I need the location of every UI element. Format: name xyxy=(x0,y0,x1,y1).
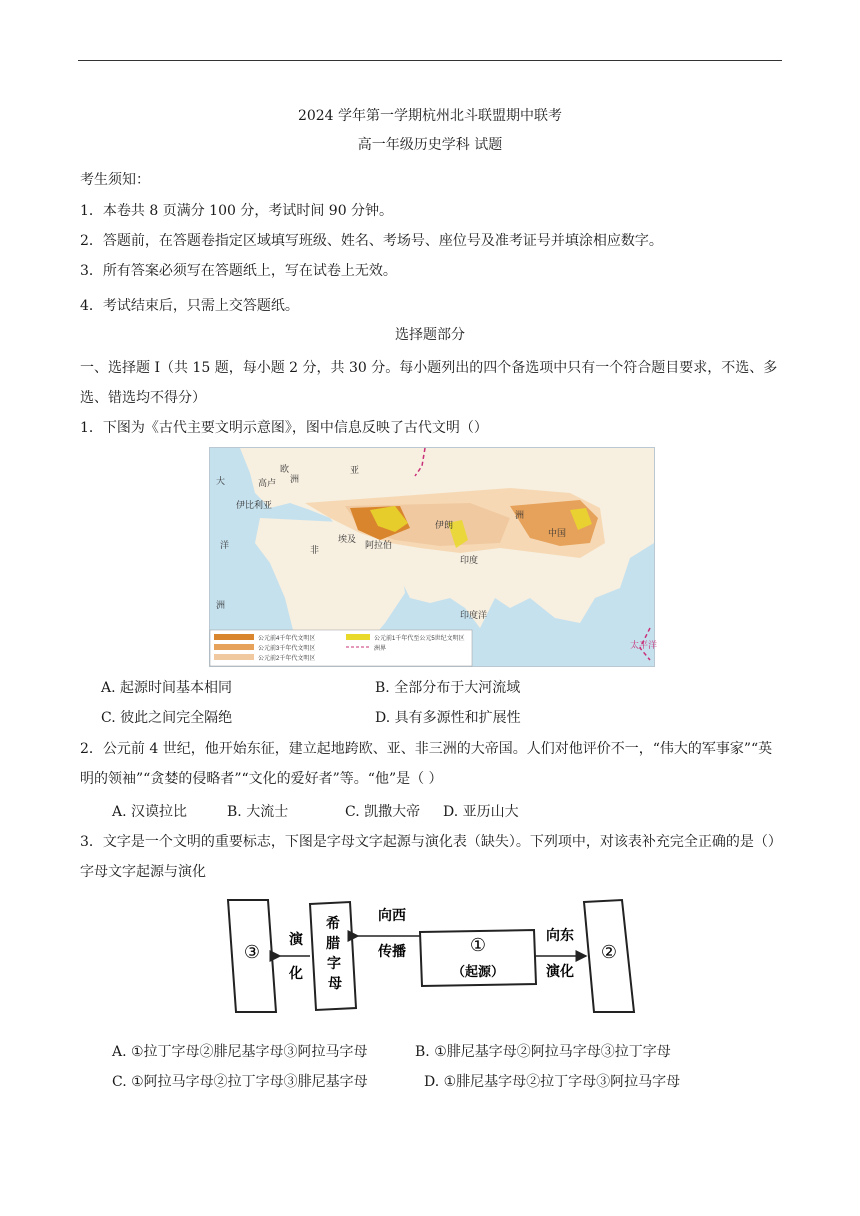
q3-option-a: A. ①拉丁字母②腓尼基字母③阿拉马字母 xyxy=(112,1044,368,1060)
exam-title: 2024 学年第一学期杭州北斗联盟期中联考 xyxy=(297,108,563,124)
map-label-china: 中国 xyxy=(548,528,567,538)
q3-option-d: D. ①腓尼基字母②拉丁字母③阿拉马字母 xyxy=(424,1074,681,1090)
map-label-gaul: 高卢 xyxy=(258,478,277,488)
map-legend-swatch-1 xyxy=(214,634,254,640)
map-legend-label-5: 洲界 xyxy=(374,646,387,652)
map-legend-swatch-4 xyxy=(346,634,370,640)
map-label-asia: 亚 xyxy=(350,465,360,475)
map-label-europe: 欧 xyxy=(280,464,290,474)
map-legend-swatch-2 xyxy=(214,644,254,650)
map-label-africa: 非 xyxy=(310,545,320,555)
ancient-civilizations-map xyxy=(209,447,658,667)
question-3-stem: 3．文字是一个文明的重要标志，下图是字母文字起源与演化表（缺失）。下列项中，对该表补充完全正确的是（）字母文字起源与演化 xyxy=(80,834,775,880)
map-legend-label-1: 公元前4千年代文明区 xyxy=(258,636,316,642)
top-rule xyxy=(78,60,782,61)
map-label-pacific: 太平洋 xyxy=(630,640,658,650)
notice-item-4: 4．考试结束后，只需上交答题纸。 xyxy=(80,298,299,314)
q1-option-d: D. 具有多源性和扩展性 xyxy=(375,710,521,726)
q3-option-c: C. ①阿拉马字母②拉丁字母③腓尼基字母 xyxy=(112,1074,368,1090)
q2-option-b: B. 大流士 xyxy=(227,804,289,820)
q2-option-d: D. 亚历山大 xyxy=(443,804,519,820)
label-evolve-2: 化 xyxy=(289,966,303,982)
notice-heading: 考生须知： xyxy=(80,172,150,188)
greek-char-4: 母 xyxy=(328,976,342,992)
q1-option-a: A. 起源时间基本相同 xyxy=(101,680,233,696)
map-label-iberia: 伊比利亚 xyxy=(236,500,273,510)
label-east-2: 演化 xyxy=(546,964,574,980)
greek-char-2: 腊 xyxy=(326,936,340,952)
question-2-stem: 2．公元前 4 世纪，他开始东征，建立起地跨欧、亚、非三洲的大帝国。人们对他评价不一，“伟大的军事家”“英明的领袖”“贪婪的侵略者”“文化的爱好者”等。“他”是（ ） xyxy=(80,741,773,787)
notice-item-2: 2．答题前，在答题卷指定区域填写班级、姓名、考场号、座位号及准考证号并填涂相应数字。 xyxy=(80,233,663,249)
map-label-egypt: 埃及 xyxy=(338,534,357,544)
exam-subtitle: 高一年级历史学科 试题 xyxy=(357,137,503,153)
notice-item-3: 3．所有答案必须写在答题纸上，写在试卷上无效。 xyxy=(80,263,397,279)
q2-option-c: C. 凯撒大帝 xyxy=(345,804,421,820)
greek-char-3: 字 xyxy=(327,956,341,972)
box-1-sublabel: （起源） xyxy=(451,965,505,980)
section-intro: 一、选择题 I（共 15 题，每小题 2 分，共 30 分。每小题列出的四个备选项中只有一个符合题目要求，不选、多选、错选均不得分） xyxy=(80,360,778,406)
notice-item-1: 1．本卷共 8 页满分 100 分，考试时间 90 分钟。 xyxy=(80,203,394,219)
alphabet-evolution-diagram xyxy=(222,896,646,1016)
q2-option-a: A. 汉谟拉比 xyxy=(112,804,188,820)
map-legend-label-2: 公元前3千年代文明区 xyxy=(258,646,316,652)
map-label-india: 印度 xyxy=(460,555,479,565)
map-label-africa2: 洲 xyxy=(216,600,226,610)
map-label-asia2: 洲 xyxy=(515,510,525,520)
q1-option-c: C. 彼此之间完全隔绝 xyxy=(101,710,233,726)
greek-char-1: 希 xyxy=(326,916,340,932)
map-label-iran: 伊朗 xyxy=(435,520,454,530)
label-evolve-1: 演 xyxy=(289,932,303,948)
label-west-1: 向西 xyxy=(378,908,406,924)
box-3-label: ③ xyxy=(243,942,261,962)
box-1-label: ① xyxy=(469,935,487,955)
map-label-indian-ocean: 印度洋 xyxy=(460,610,488,620)
map-label-atlantic: 大 xyxy=(216,476,226,486)
box-2-label: ② xyxy=(600,942,618,962)
map-legend-label-4: 公元前1千年代至公元5世纪文明区 xyxy=(374,636,465,642)
map-label-ocean: 洋 xyxy=(220,540,230,550)
map-label-arabia: 阿拉伯 xyxy=(365,540,393,550)
map-legend-label-3: 公元前2千年代文明区 xyxy=(258,656,316,662)
section-title: 选择题部分 xyxy=(395,327,465,343)
map-label-europe2: 洲 xyxy=(290,474,300,484)
q3-option-b: B. ①腓尼基字母②阿拉马字母③拉丁字母 xyxy=(415,1044,671,1060)
label-east-1: 向东 xyxy=(546,928,574,944)
q1-option-b: B. 全部分布于大河流域 xyxy=(375,680,521,696)
question-1-stem: 1．下图为《古代主要文明示意图》，图中信息反映了古代文明（） xyxy=(80,420,488,436)
label-west-2: 传播 xyxy=(378,944,406,960)
map-legend-swatch-3 xyxy=(214,654,254,660)
